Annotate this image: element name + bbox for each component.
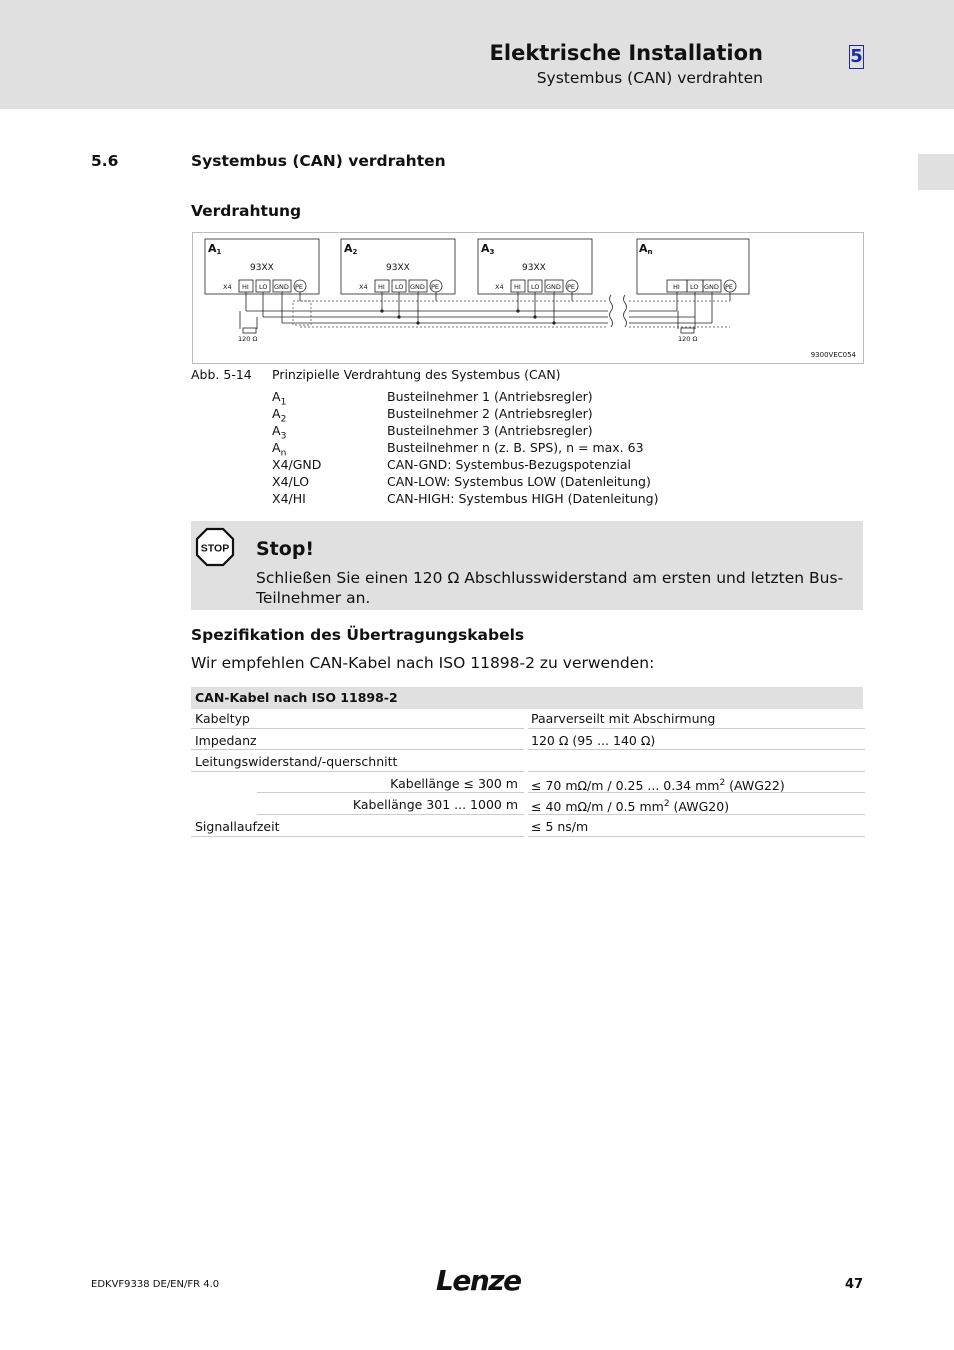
chapter-side-tab	[918, 154, 954, 190]
legend-key: X4/LO	[272, 474, 310, 489]
table-header: CAN-Kabel nach ISO 11898-2	[191, 687, 863, 709]
legend-value: Busteilnehmer 3 (Antriebsregler)	[387, 423, 593, 438]
terminal-pe: PE	[725, 283, 734, 291]
wiring-figure	[192, 232, 864, 364]
device-index: 2	[352, 248, 358, 256]
table-row	[191, 752, 865, 774]
legend-value: CAN-HIGH: Systembus HIGH (Datenleitung)	[387, 491, 659, 506]
table-cell-label: Kabellänge 301 ... 1000 m	[257, 795, 524, 815]
terminal-hi: HI	[514, 283, 521, 291]
table-row	[191, 709, 865, 731]
page-header	[0, 0, 954, 109]
x4-label: X4	[223, 283, 232, 291]
lenze-logo: Lenze	[436, 1264, 521, 1297]
table-cell-value	[528, 752, 865, 772]
section-number: 5.6	[91, 152, 119, 170]
legend-key: A	[272, 406, 281, 421]
chapter-number: 5	[850, 46, 863, 67]
legend-key: A	[272, 423, 281, 438]
stop-text: Schließen Sie einen 120 Ω Abschlusswiderstand am ersten und letzten Bus-Teilnehmer an.	[256, 569, 844, 607]
table-cell-label: Kabeltyp	[191, 709, 524, 729]
svg-text:A1	[208, 242, 222, 256]
terminal-hi: HI	[673, 283, 680, 291]
legend-key-sub: 2	[280, 414, 287, 425]
wiring-heading: Verdrahtung	[191, 202, 302, 220]
device-letter: A	[481, 242, 490, 255]
device-letter: A	[344, 242, 353, 255]
terminal-pe: PE	[295, 283, 304, 291]
legend-key: X4/GND	[272, 457, 322, 472]
terminal-pe: PE	[431, 283, 440, 291]
figure-id: 9300VEC054	[810, 351, 856, 359]
device-model: 93XX	[522, 263, 546, 273]
terminal-pe: PE	[567, 283, 576, 291]
terminal-lo: LO	[531, 283, 540, 291]
stop-icon-text: STOP	[200, 542, 230, 555]
page-number: 47	[845, 1277, 864, 1292]
table-cell-label: Impedanz	[191, 731, 524, 751]
x4-label: X4	[359, 283, 368, 291]
table-cell-value: 120 Ω (95 ... 140 Ω)	[528, 731, 865, 751]
table-cell-label: Leitungswiderstand/-querschnitt	[191, 752, 524, 772]
cable-spec-intro: Wir empfehlen CAN-Kabel nach ISO 11898-2 zu verwenden:	[191, 654, 655, 672]
table-cell-value: ≤ 70 mΩ/m / 0.25 ... 0.34 $mm^2$ (AWG22)	[528, 774, 865, 794]
footer-doc-id: EDKVF9338 DE/EN/FR 4.0	[91, 1279, 220, 1290]
svg-text:An	[639, 242, 653, 256]
header-title: Elektrische Installation	[489, 41, 763, 65]
stop-sign-icon	[195, 527, 235, 567]
legend-value: Busteilnehmer n (z. B. SPS), n = max. 63	[387, 440, 644, 455]
device-index: 1	[216, 248, 222, 256]
caption-text: Prinzipielle Verdrahtung des Systembus (CAN)	[272, 367, 561, 382]
terminal-gnd: GND	[704, 283, 719, 291]
cable-spec-heading: Spezifikation des Übertragungskabels	[191, 626, 525, 644]
legend-value: CAN-LOW: Systembus LOW (Datenleitung)	[387, 474, 651, 489]
wiring-diagram	[193, 233, 865, 365]
device-index: n	[647, 248, 653, 256]
legend-key: X4/HI	[272, 491, 306, 506]
device-letter: A	[208, 242, 217, 255]
legend-key-sub: n	[280, 448, 287, 459]
section-title: Systembus (CAN) verdrahten	[191, 152, 446, 170]
x4-label: X4	[495, 283, 504, 291]
device-letter: A	[639, 242, 648, 255]
resistor-label: 120 Ω	[678, 335, 698, 343]
device-model: 93XX	[386, 263, 410, 273]
table-cell-value: Paarverseilt mit Abschirmung	[528, 709, 865, 729]
table-cell-label: Kabellänge ≤ 300 m	[257, 774, 524, 794]
device-model: 93XX	[250, 263, 274, 273]
legend-value: CAN-GND: Systembus-Bezugspotenzial	[387, 457, 631, 472]
legend-key-sub: 1	[280, 397, 287, 408]
legend-key: A	[272, 440, 281, 455]
terminal-lo: LO	[259, 283, 268, 291]
device-index: 3	[489, 248, 495, 256]
header-subtitle: Systembus (CAN) verdrahten	[536, 69, 763, 87]
table-row	[191, 795, 865, 817]
table-cell-value: ≤ 40 mΩ/m / 0.5 $mm^2$ (AWG20)	[528, 795, 865, 815]
cable-spec-table	[191, 687, 865, 839]
terminal-gnd: GND	[546, 283, 561, 291]
terminal-hi: HI	[378, 283, 385, 291]
table-row	[191, 774, 865, 796]
terminal-gnd: GND	[274, 283, 289, 291]
svg-text:A3	[481, 242, 495, 256]
table-row	[191, 817, 865, 839]
terminal-lo: LO	[395, 283, 404, 291]
caption-label: Abb. 5-14	[191, 367, 252, 382]
table-cell-value: ≤ 5 ns/m	[528, 817, 865, 837]
table-cell-label: Signallaufzeit	[191, 817, 524, 837]
terminal-hi: HI	[242, 283, 249, 291]
terminal-gnd: GND	[410, 283, 425, 291]
legend-key: A	[272, 389, 281, 404]
table-row	[191, 731, 865, 753]
resistor-label: 120 Ω	[238, 335, 258, 343]
stop-notice	[191, 521, 863, 610]
legend-value: Busteilnehmer 2 (Antriebsregler)	[387, 406, 593, 421]
legend-key-sub: 3	[280, 431, 287, 442]
stop-title: Stop!	[256, 538, 315, 560]
svg-text:A2	[344, 242, 358, 256]
legend-value: Busteilnehmer 1 (Antriebsregler)	[387, 389, 593, 404]
terminal-lo: LO	[690, 283, 699, 291]
